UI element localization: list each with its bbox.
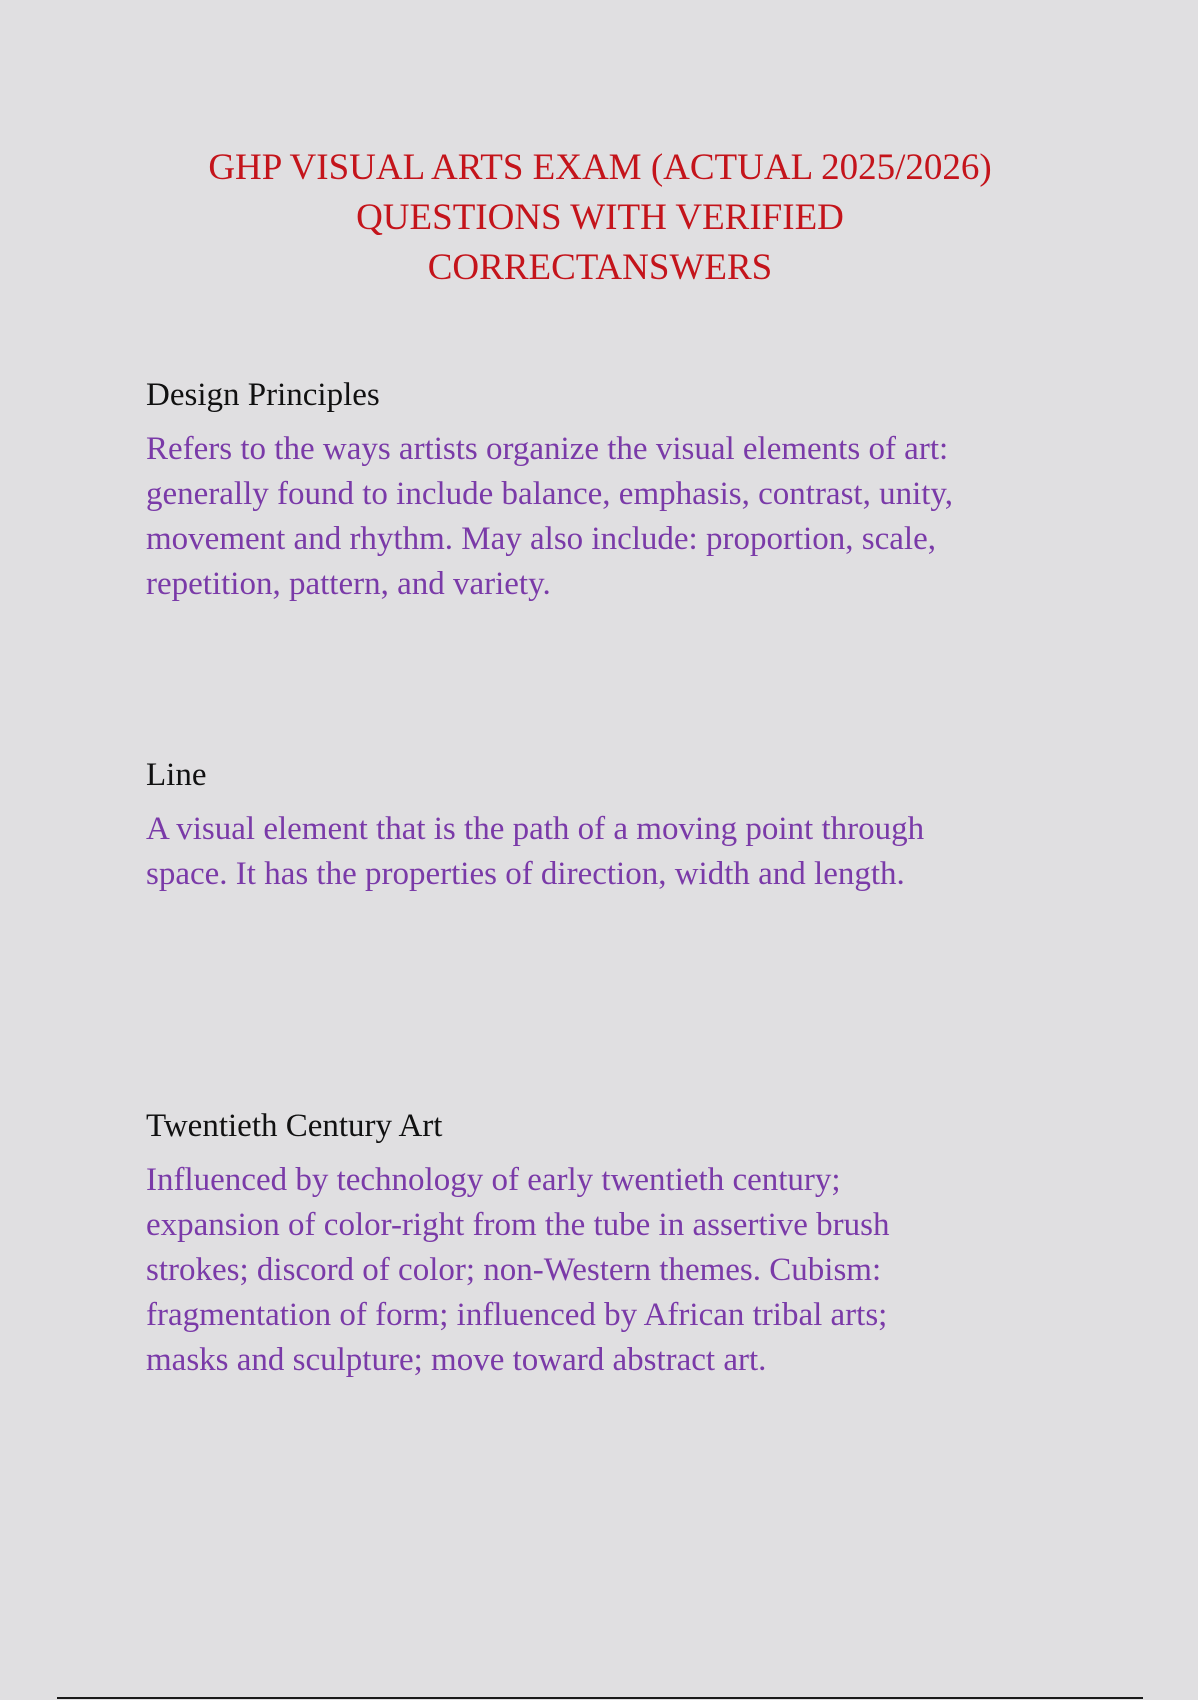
- definition-line: repetition, pattern, and variety.: [146, 566, 551, 602]
- definition-line: fragmentation of form; influenced by African tribal arts;: [146, 1297, 888, 1333]
- term-heading: Twentieth Century Art: [146, 1108, 443, 1144]
- definition-line: generally found to include balance, emphasis, contrast, unity,: [146, 476, 954, 512]
- definition-line: Influenced by technology of early twentieth century;: [146, 1162, 841, 1198]
- definition-line: A visual element that is the path of a moving point through: [146, 811, 925, 847]
- definition-line: space. It has the properties of direction, width and length.: [146, 856, 905, 892]
- definition-line: strokes; discord of color; non-Western themes. Cubism:: [146, 1252, 882, 1288]
- definition-line: Refers to the ways artists organize the visual elements of art:: [146, 431, 949, 467]
- definition-line: expansion of color-right from the tube in assertive brush: [146, 1207, 890, 1243]
- flashcard-entry: [146, 1106, 1066, 1383]
- term-definition: [146, 427, 1066, 607]
- term-heading: Line: [146, 757, 207, 793]
- term-definition: [146, 1158, 1066, 1383]
- document-title: [120, 143, 1080, 293]
- term-heading: Design Principles: [146, 377, 380, 413]
- document-title-line: QUESTIONS WITH VERIFIED: [356, 197, 844, 238]
- flashcard-entry: [146, 755, 1066, 897]
- document-title-line: GHP VISUAL ARTS EXAM (ACTUAL 2025/2026): [208, 147, 992, 188]
- definition-line: movement and rhythm. May also include: proportion, scale,: [146, 521, 936, 557]
- definition-line: masks and sculpture; move toward abstract art.: [146, 1342, 767, 1378]
- term-definition: [146, 807, 1066, 897]
- footer-rule: [57, 1697, 1143, 1699]
- document-title-line: CORRECTANSWERS: [427, 247, 773, 288]
- flashcard-entry: [146, 375, 1066, 607]
